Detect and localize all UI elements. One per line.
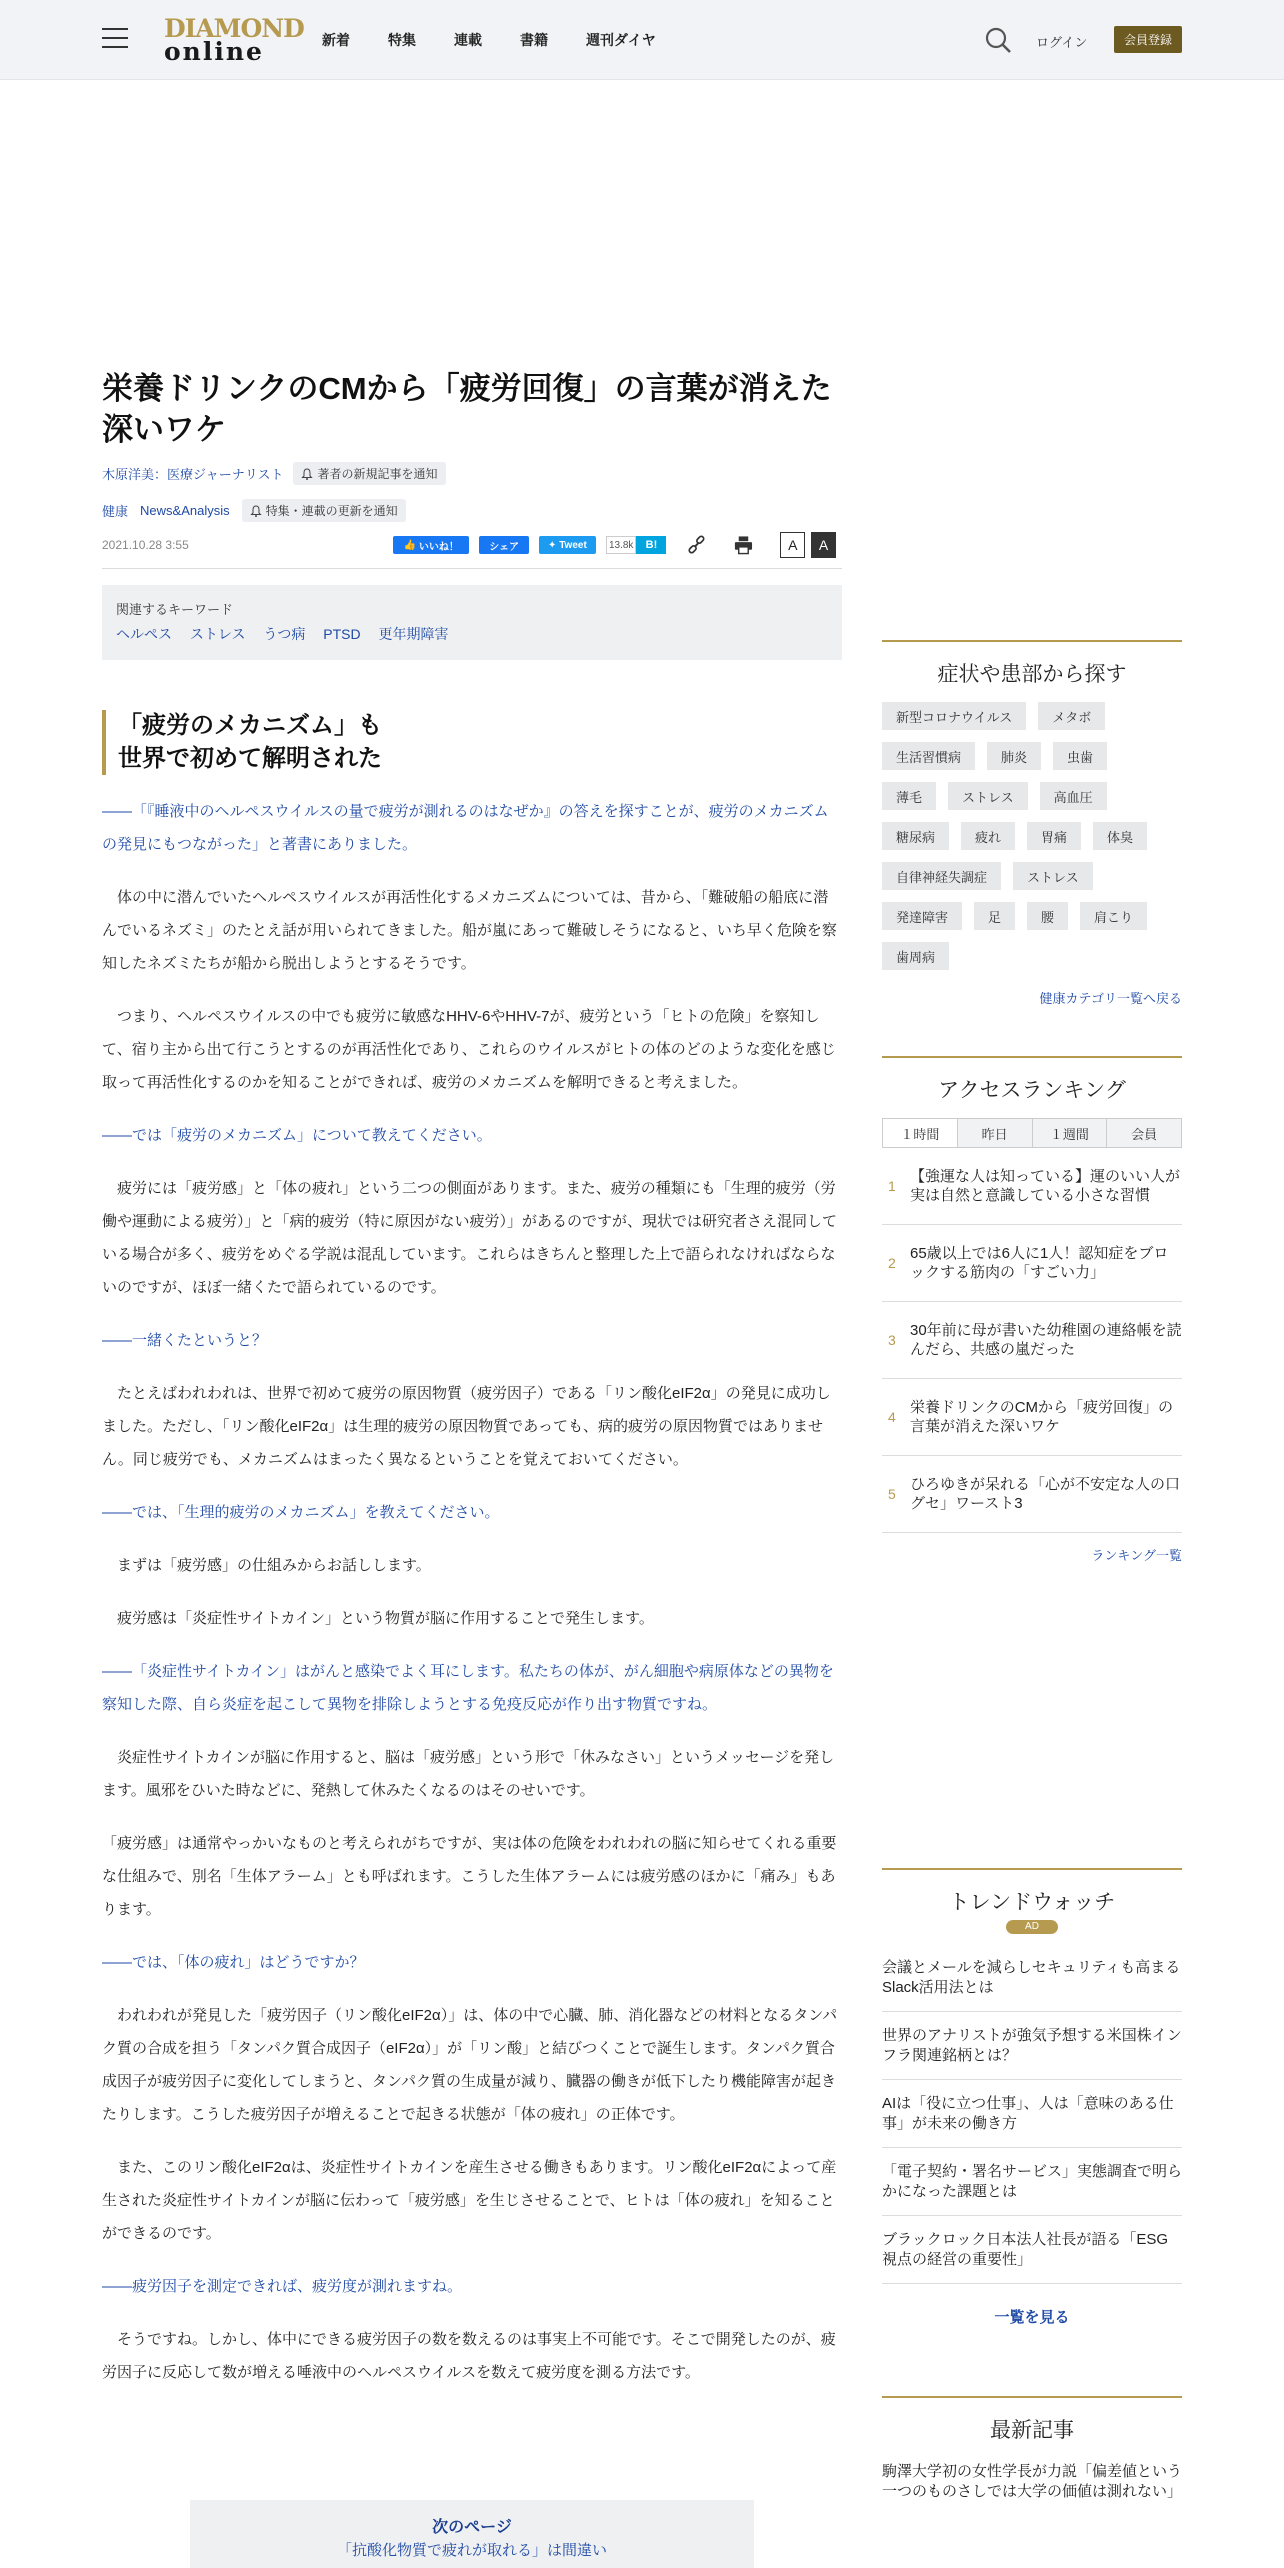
register-button[interactable]: 会員登録 bbox=[1114, 26, 1182, 53]
menu-icon[interactable] bbox=[102, 28, 128, 50]
symptom-chip[interactable]: 足 bbox=[974, 902, 1015, 930]
symptom-chip[interactable]: 肺炎 bbox=[987, 742, 1041, 770]
ranking-title: ひろゆきが呆れる「心が不安定な人の口グセ」ワースト3 bbox=[910, 1475, 1181, 1512]
trend-item[interactable]: 「電子契約・署名サービス」実態調査で明らかになった課題とは bbox=[882, 2148, 1182, 2216]
paragraph: 「疲労感」は通常やっかいなものと考えられがちですが、実は体の危険をわれわれの脳に知らせてくれる重要な仕組みで、別名「生体アラーム」とも呼ばれます。こうした生体アラームには疲労感のほかに「痛み」もあります。 bbox=[102, 1835, 837, 1919]
facebook-like-button[interactable]: 👍 いいね！ bbox=[393, 536, 469, 554]
symptom-chip[interactable]: 発達障害 bbox=[882, 902, 962, 930]
interview-question: ――では、「体の疲れ」はどうですか？ bbox=[102, 1954, 365, 1972]
symptom-chip[interactable]: 自律神経失調症 bbox=[882, 862, 1001, 890]
symptom-chip[interactable]: 胃痛 bbox=[1027, 822, 1081, 850]
paragraph: 疲労には「疲労感」と「体の疲れ」という二つの側面があります。また、疲労の種類にも「生理的疲労（労働や運動による疲労）」と「病的疲労（特に原因がない疲労）」があるのですが、現状では研究者さえ混同している場合が多く、疲労をめぐる学説は混乱しています。これらはきちんと整理した上で語られなければならないのですが、ほぼ一緒くたで語られているのです。 bbox=[102, 1180, 838, 1297]
publish-date: 2021.10.28 3:55 bbox=[102, 538, 189, 553]
paragraph: つまり、ヘルペスウイルスの中でも疲労に敏感なHHV-6やHHV-7が、疲労という「ヒトの危険」を察知して、宿り主から出て行こうとするのが再活性化であり、これらのウイルスがヒトの体のどのような変化を感じ取って再活性化するのかを知ることができれば、疲労のメカニズムを解明できると考えました。 bbox=[102, 1008, 836, 1092]
symptom-chip[interactable]: 腰 bbox=[1027, 902, 1068, 930]
login-link[interactable]: ログイン bbox=[1036, 35, 1088, 50]
font-size-large-button[interactable]: A bbox=[811, 532, 836, 558]
thumbs-up-icon: 👍 bbox=[403, 539, 417, 551]
paragraph: 体の中に潜んでいたヘルペスウイルスが再活性化するメカニズムについては、昔から、「難破船の船底に潜んでいるネズミ」のたとえ話が用いられてきました。船が嵐にあって難破しそうになると、いち早く危険を察知したネズミたちが船から脱出しようとするそうです。 bbox=[102, 889, 837, 973]
health-category-link[interactable]: 健康カテゴリ一覧へ戻る bbox=[1039, 991, 1182, 1006]
ranking-list-link[interactable]: ランキング一覧 bbox=[1091, 1548, 1182, 1563]
paragraph: 疲労感は「炎症性サイトカイン」という物質が脳に作用することで発生します。 bbox=[102, 1610, 654, 1628]
ranking-number: 1 bbox=[888, 1178, 896, 1194]
tweet-button[interactable]: ✦ Tweet bbox=[539, 536, 596, 554]
paragraph: 炎症性サイトカインが脳に作用すると、脳は「疲労感」という形で「休みなさい」というメッセージを発します。風邪をひいた時などに、発熱して休みたくなるのはそのせいです。 bbox=[102, 1749, 835, 1800]
symptom-chip[interactable]: メタボ bbox=[1038, 702, 1105, 730]
section-heading: 「疲労のメカニズム」も 世界で初めて解明された bbox=[102, 710, 842, 775]
search-icon[interactable] bbox=[984, 26, 1012, 54]
nav-weekly[interactable]: 週刊ダイヤ bbox=[586, 32, 656, 48]
site-header bbox=[0, 0, 1284, 80]
tab-yesterday[interactable]: 昨日 bbox=[958, 1119, 1033, 1147]
series-notify-button[interactable]: 特集・連載の更新を通知 bbox=[242, 499, 406, 522]
hatena-icon: B! bbox=[636, 536, 666, 554]
symptom-search: 症状や患部から探す 新型コロナウイルス メタボ 生活習慣病 肺炎 虫歯 薄毛 ストレス 高血圧 糖尿病 疲れ 胃痛 体臭 自律神経失調症 ストレス 発達障害 足 腰 肩こり 歯周病 健康カテゴリ一覧へ戻る bbox=[882, 640, 1182, 1007]
article-body bbox=[102, 795, 842, 2389]
trend-watch: トレンドウォッチ AD 会議とメールを減らしセキュリティも高まるSlack活用法とは 世界のアナリストが強気予想する米国株インフラ関連銘柄とは？ AIは「役に立つ仕事」、人は「意味のある仕事」が未来の働き方 「電子契約・署名サービス」実態調査で明らかになった課題とは ブラックロック日本法人社長が語る「ESG視点の経営の重要性」 一覧を見る bbox=[882, 1868, 1182, 2327]
symptom-chip[interactable]: 虫歯 bbox=[1053, 742, 1107, 770]
ranking-item[interactable] bbox=[882, 1225, 1182, 1302]
latest-article-item[interactable]: 駒澤大学初の女性学長が力説「偏差値という一つのものさしでは大学の価値は測れない」 bbox=[882, 2463, 1183, 2500]
keyword-link[interactable]: 更年期障害 bbox=[378, 626, 449, 643]
symptom-chip[interactable]: 新型コロナウイルス bbox=[882, 702, 1026, 730]
nav-new[interactable]: 新着 bbox=[322, 32, 350, 48]
facebook-share-button[interactable]: シェア bbox=[479, 536, 528, 554]
article bbox=[102, 368, 842, 2389]
ranking-item[interactable] bbox=[882, 1148, 1182, 1225]
latest-articles: 最新記事 駒澤大学初の女性学長が力説「偏差値という一つのものさしでは大学の価値は測れない」 bbox=[882, 2396, 1182, 2501]
symptom-chip[interactable]: 体臭 bbox=[1093, 822, 1147, 850]
nav-books[interactable]: 書籍 bbox=[520, 32, 548, 48]
symptom-chip[interactable]: 糖尿病 bbox=[882, 822, 949, 850]
keyword-link[interactable]: ストレス bbox=[189, 626, 246, 643]
ranking-title: 65歳以上では6人に1人！認知症をブロックする筋肉の「すごい力」 bbox=[910, 1244, 1169, 1281]
symptom-chip[interactable]: 肩こり bbox=[1080, 902, 1147, 930]
ranking-item[interactable] bbox=[882, 1302, 1182, 1379]
trend-more-link[interactable]: 一覧を見る bbox=[994, 2309, 1070, 2326]
author-notify-button[interactable]: 著者の新規記事を通知 bbox=[293, 462, 445, 485]
access-ranking: アクセスランキング １時間 昨日 １週間 会員 1 【強運な人は知っている】運のいい人が実は自然と意識している小さな習慣 2 65歳以上では6人に1人！認知症をブロックする筋肉の「すごい力」 3 30年前に母が書いた幼稚園の連絡帳を読んだら、共感の嵐だった 4 栄養ドリンクのCMから「疲労回復」の言葉が消えた深いワケ 5 ひろゆきが呆れる「心が不安定な人の口グセ」ワースト3 ランキング一覧 bbox=[882, 1056, 1182, 1564]
paragraph: また、このリン酸化eIF2αは、炎症性サイトカインを産生させる働きもあります。リン酸化eIF2αによって産生された炎症性サイトカインが脳に伝わって「疲労感」を生じさせることで、ヒトは「体の疲れ」を知ることができるのです。 bbox=[102, 2159, 837, 2243]
symptom-chip[interactable]: 歯周病 bbox=[882, 942, 949, 970]
author-link[interactable]: 木原洋美：医療ジャーナリスト bbox=[102, 467, 284, 483]
nav-feature[interactable]: 特集 bbox=[388, 32, 416, 48]
site-logo[interactable]: DIAMOND online bbox=[164, 14, 304, 66]
nav-series[interactable]: 連載 bbox=[454, 32, 482, 48]
symptom-chip[interactable]: ストレス bbox=[1013, 862, 1093, 890]
ad-badge: AD bbox=[1006, 1920, 1058, 1934]
interview-question: ――疲労因子を測定できれば、疲労度が測れますね。 bbox=[102, 2278, 463, 2296]
ranking-item[interactable] bbox=[882, 1456, 1182, 1533]
keyword-link[interactable]: ヘルペス bbox=[116, 626, 172, 643]
link-icon[interactable] bbox=[686, 534, 707, 556]
symptom-chip[interactable]: 高血圧 bbox=[1040, 782, 1107, 810]
interview-question: ――「『睡液中のヘルペスウイルスの量で疲労が測れるのはなぜか』の答えを探すことが、疲労のメカニズムの発見にもつながった」と著書にありました。 bbox=[102, 803, 829, 854]
bell-icon bbox=[301, 468, 313, 480]
ranking-title: 【強運な人は知っている】運のいい人が実は自然と意識している小さな習慣 bbox=[910, 1167, 1181, 1204]
paragraph: まずは「疲労感」の仕組みからお話しします。 bbox=[102, 1557, 431, 1575]
keyword-link[interactable]: PTSD bbox=[323, 626, 361, 643]
tag-news[interactable]: News&Analysis bbox=[140, 503, 230, 519]
keyword-link[interactable]: うつ病 bbox=[263, 626, 306, 643]
ranking-number: 3 bbox=[888, 1332, 896, 1348]
ranking-item[interactable] bbox=[882, 1379, 1182, 1456]
ranking-title: 30年前に母が書いた幼稚園の連絡帳を読んだら、共感の嵐だった bbox=[910, 1321, 1182, 1358]
trend-item[interactable]: 会議とメールを減らしセキュリティも高まるSlack活用法とは bbox=[882, 1944, 1182, 2012]
tab-1week[interactable]: １週間 bbox=[1033, 1119, 1108, 1147]
trend-item[interactable]: 世界のアナリストが強気予想する米国株インフラ関連銘柄とは？ bbox=[882, 2012, 1182, 2080]
hatena-count: 13.8k bbox=[606, 536, 636, 554]
symptom-chip[interactable]: ストレス bbox=[948, 782, 1028, 810]
paragraph: われわれが発見した「疲労因子（リン酸化eIF2α）」は、体の中で心臓、肺、消化器などの材料となるタンパク質の合成を担う「タンパク質合成因子（eIF2α）」が「リン酸」と結びつくことで誕生します。タンパク質合成因子が疲労因子に変化してしまうと、タンパク質の生成量が減り、臓器の働きが低下したり機能障害が起きたりします。こうした疲労因子が増えることで起きる状態が「体の疲れ」の正体です。 bbox=[102, 2007, 838, 2124]
font-size-small-button[interactable]: A bbox=[780, 532, 805, 558]
tag-health[interactable]: 健康 bbox=[102, 504, 129, 520]
paragraph: たとえばわれわれは、世界で初めて疲労の原因物質（疲労因子）である「リン酸化eIF2α」の発見に成功しました。ただし、「リン酸化eIF2α」は生理的疲労の原因物質であっても、病的疲労の原因物質ではありません。同じ疲労でも、メカニズムはまったく異なるということを覚えておいてください。 bbox=[102, 1385, 831, 1469]
interview-question: ――一緒くたというと？ bbox=[102, 1332, 268, 1350]
ranking-number: 5 bbox=[888, 1486, 896, 1502]
ranking-number: 2 bbox=[888, 1255, 896, 1271]
ranking-number: 4 bbox=[888, 1409, 896, 1425]
symptom-chip[interactable]: 生活習慣病 bbox=[882, 742, 975, 770]
trend-item[interactable]: ブラックロック日本法人社長が語る「ESG視点の経営の重要性」 bbox=[882, 2216, 1182, 2284]
symptom-chip[interactable]: 薄毛 bbox=[882, 782, 936, 810]
hatena-bookmark-button[interactable] bbox=[606, 536, 666, 554]
interview-question: ――「炎症性サイトカイン」はがんと感染でよく耳にします。私たちの体が、がん細胞や病原体などの異物を察知した際、自ら炎症を起こして異物を排除しようとする免疫反応が作り出す物質ですね。 bbox=[102, 1663, 834, 1714]
print-icon[interactable] bbox=[733, 534, 754, 556]
interview-question: ――では「疲労のメカニズム」について教えてください。 bbox=[102, 1127, 492, 1145]
twitter-bird-icon: ✦ bbox=[548, 539, 557, 551]
trend-item[interactable]: AIは「役に立つ仕事」、人は「意味のある仕事」が未来の働き方 bbox=[882, 2080, 1182, 2148]
ranking-title: 栄養ドリンクのCMから「疲労回復」の言葉が消えた深いワケ bbox=[910, 1398, 1174, 1435]
next-page-link[interactable]: 次のページ 「抗酸化物質で疲れが取れる」は間違い bbox=[190, 2500, 754, 2568]
paragraph: そうですね。しかし、体中にできる疲労因子の数を数えるのは事実上不可能です。そこで開発したのが、疲労因子に反応して数が増える唾液中のヘルペスウイルスを数えて疲労度を測る方法です。 bbox=[102, 2331, 836, 2382]
symptom-chip[interactable]: 疲れ bbox=[961, 822, 1015, 850]
article-title: 栄養ドリンクのCMから「疲労回復」の言葉が消えた深いワケ bbox=[102, 371, 832, 448]
bell-icon bbox=[250, 505, 262, 517]
related-keywords: 関連するキーワード ヘルペス ストレス うつ病 PTSD 更年期障害 bbox=[102, 585, 842, 660]
tab-members[interactable]: 会員 bbox=[1107, 1119, 1181, 1147]
main-nav bbox=[322, 30, 694, 50]
tab-1hour[interactable]: １時間 bbox=[883, 1119, 958, 1147]
interview-question: ――では、「生理的疲労のメカニズム」を教えてください。 bbox=[102, 1504, 500, 1522]
